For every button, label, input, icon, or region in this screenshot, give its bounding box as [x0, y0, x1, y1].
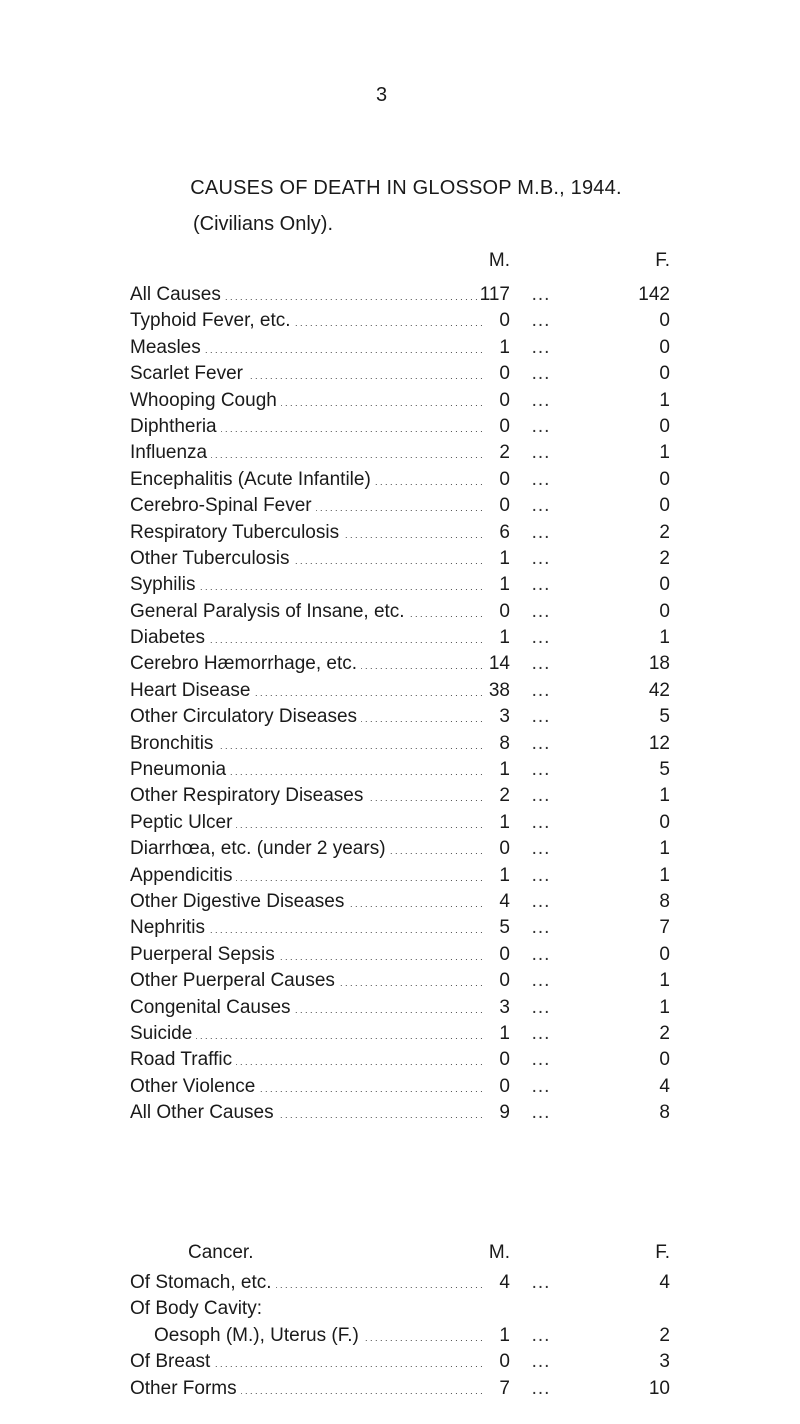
- row-label-text: Diabetes: [130, 627, 209, 648]
- value-separator: ...: [531, 838, 551, 860]
- row-label-text: Cerebro Hæmorrhage, etc.: [130, 653, 361, 674]
- table-row: [130, 678, 670, 704]
- row-label: [130, 1296, 484, 1322]
- row-label: [130, 1376, 484, 1402]
- value-m: 1: [499, 759, 510, 781]
- row-label-text: All Other Causes: [130, 1102, 278, 1123]
- row-label: [130, 361, 484, 387]
- value-m: 0: [499, 943, 510, 965]
- row-label-text: Road Traffic: [130, 1049, 236, 1070]
- table-row: [130, 1074, 670, 1100]
- table-row: [130, 1270, 670, 1296]
- row-label: [130, 414, 484, 440]
- table-row: [130, 520, 670, 546]
- row-label: [130, 1270, 484, 1296]
- value-separator: ...: [531, 759, 551, 781]
- row-label: [130, 704, 484, 730]
- value-m: 0: [499, 1049, 510, 1071]
- page-title: CAUSES OF DEATH IN GLOSSOP M.B., 1944.: [190, 177, 622, 199]
- row-label: [130, 520, 484, 546]
- value-f: 42: [648, 679, 670, 701]
- value-m: 0: [499, 415, 510, 437]
- value-separator: ...: [531, 706, 551, 728]
- value-separator: ...: [531, 1272, 551, 1293]
- value-f: 2: [659, 521, 670, 543]
- value-f: 0: [659, 363, 670, 385]
- value-m: 1: [499, 1022, 510, 1044]
- value-f: 0: [659, 495, 670, 517]
- row-label: [130, 863, 484, 889]
- row-label: [130, 493, 484, 519]
- table-row: [130, 388, 670, 414]
- value-separator: ...: [531, 363, 551, 385]
- row-label-text: Other Digestive Diseases: [130, 891, 348, 912]
- table-row: [130, 440, 670, 466]
- value-f: 1: [659, 442, 670, 464]
- value-separator: ...: [531, 521, 551, 543]
- row-label-text: Heart Disease: [130, 680, 254, 701]
- value-separator: ...: [531, 811, 551, 833]
- row-label-text: Diphtheria: [130, 416, 221, 437]
- value-f: 2: [659, 1022, 670, 1044]
- value-m: 3: [499, 706, 510, 728]
- row-label: [130, 678, 484, 704]
- table-row: [130, 308, 670, 334]
- row-label-text: Puerperal Sepsis: [130, 944, 279, 965]
- row-label-text: Other Forms: [130, 1378, 241, 1399]
- value-separator: ...: [531, 468, 551, 490]
- value-m: 0: [499, 389, 510, 411]
- value-f: 1: [659, 627, 670, 649]
- value-f: 5: [659, 759, 670, 781]
- row-label-text: Of Body Cavity:: [130, 1298, 266, 1319]
- value-f: 0: [659, 1049, 670, 1071]
- value-m: 0: [499, 1075, 510, 1097]
- value-separator: ...: [531, 970, 551, 992]
- value-m: 0: [499, 600, 510, 622]
- row-label: [130, 282, 484, 308]
- value-f: 1: [659, 864, 670, 886]
- table-row: [130, 282, 670, 308]
- row-label-text: Congenital Causes: [130, 997, 295, 1018]
- value-f: 2: [659, 547, 670, 569]
- value-separator: ...: [531, 1102, 551, 1124]
- cancer-table: [130, 1270, 670, 1402]
- causes-column-headers: [130, 250, 670, 280]
- row-label-text: Diarrhœa, etc. (under 2 years): [130, 838, 390, 859]
- row-label-text: Typhoid Fever, etc.: [130, 310, 295, 331]
- table-row: [130, 1296, 670, 1322]
- row-label: [130, 1074, 484, 1100]
- row-label: [130, 942, 484, 968]
- value-m: 8: [499, 732, 510, 754]
- table-row: [130, 651, 670, 677]
- table-row: [130, 546, 670, 572]
- value-separator: ...: [531, 679, 551, 701]
- value-separator: ...: [531, 310, 551, 332]
- value-separator: ...: [531, 547, 551, 569]
- table-row: [130, 942, 670, 968]
- value-m: 2: [499, 442, 510, 464]
- value-m: 1: [499, 574, 510, 596]
- value-m: 1: [499, 547, 510, 569]
- table-row: [130, 704, 670, 730]
- value-separator: ...: [531, 1022, 551, 1044]
- row-label: [130, 1047, 484, 1073]
- value-separator: ...: [531, 495, 551, 517]
- row-label: [130, 308, 484, 334]
- table-row: [130, 968, 670, 994]
- row-label-text: Encephalitis (Acute Infantile): [130, 469, 375, 490]
- value-separator: ...: [531, 785, 551, 807]
- row-label-text: Syphilis: [130, 574, 199, 595]
- value-separator: ...: [531, 943, 551, 965]
- table-row: [130, 863, 670, 889]
- row-label-text: Oesoph (M.), Uterus (F.): [130, 1325, 363, 1346]
- row-label-text: Pneumonia: [130, 759, 230, 780]
- row-label: [130, 1349, 484, 1375]
- value-f: 142: [638, 284, 670, 305]
- row-label: [130, 995, 484, 1021]
- row-label: [130, 783, 484, 809]
- value-f: 0: [659, 811, 670, 833]
- row-label: [130, 889, 484, 915]
- row-label: [130, 1100, 484, 1126]
- table-row: [130, 1349, 670, 1375]
- row-label: [130, 388, 484, 414]
- table-row: [130, 810, 670, 836]
- value-f: 12: [648, 732, 670, 754]
- page-number: 3: [376, 84, 388, 106]
- row-label-text: All Causes: [130, 284, 225, 305]
- value-f: 0: [659, 943, 670, 965]
- value-f: 0: [659, 574, 670, 596]
- row-label-text: Appendicitis: [130, 865, 236, 886]
- row-label-text: Influenza: [130, 442, 211, 463]
- value-m: 0: [499, 310, 510, 332]
- value-separator: ...: [531, 574, 551, 596]
- value-m: 0: [499, 495, 510, 517]
- table-row: [130, 783, 670, 809]
- row-label-text: Other Respiratory Diseases: [130, 785, 367, 806]
- table-row: [130, 335, 670, 361]
- table-row: [130, 995, 670, 1021]
- row-label-text: Bronchitis: [130, 733, 217, 754]
- value-separator: ...: [531, 415, 551, 437]
- value-separator: ...: [531, 864, 551, 886]
- row-label-text: Of Breast: [130, 1351, 214, 1372]
- value-separator: ...: [531, 1377, 551, 1399]
- row-label: [130, 915, 484, 941]
- value-m: 2: [499, 785, 510, 807]
- value-separator: ...: [531, 336, 551, 358]
- row-label-text: Other Circulatory Diseases: [130, 706, 361, 727]
- value-m: 0: [499, 363, 510, 385]
- value-f: 18: [648, 653, 670, 675]
- value-m: 1: [499, 336, 510, 358]
- value-m: 1: [499, 864, 510, 886]
- row-label: [130, 599, 484, 625]
- table-row: [130, 1021, 670, 1047]
- row-label-text: General Paralysis of Insane, etc.: [130, 601, 409, 622]
- value-f: 1: [659, 996, 670, 1018]
- cancer-heading: Cancer.: [188, 1242, 254, 1263]
- value-m: 7: [499, 1377, 510, 1399]
- cancer-column-header-m: M.: [488, 1242, 510, 1263]
- value-separator: ...: [531, 389, 551, 411]
- value-m: 1: [499, 811, 510, 833]
- value-separator: ...: [531, 1351, 551, 1373]
- value-m: 0: [499, 970, 510, 992]
- table-row: [130, 599, 670, 625]
- value-separator: ...: [531, 1049, 551, 1071]
- value-f: 7: [659, 917, 670, 939]
- value-f: 4: [659, 1075, 670, 1097]
- row-label: [130, 968, 484, 994]
- cancer-column-header-f: F.: [655, 1242, 670, 1263]
- value-f: 1: [659, 838, 670, 860]
- value-separator: ...: [531, 1075, 551, 1097]
- causes-table: [130, 282, 670, 1127]
- table-row: [130, 572, 670, 598]
- column-header-m: M.: [488, 250, 510, 271]
- row-label: [130, 810, 484, 836]
- table-row: [130, 915, 670, 941]
- value-f: 1: [659, 389, 670, 411]
- value-separator: ...: [531, 600, 551, 622]
- value-f: 8: [659, 890, 670, 912]
- row-label-text: Suicide: [130, 1023, 196, 1044]
- value-separator: ...: [531, 890, 551, 912]
- table-row: [130, 361, 670, 387]
- row-label: [130, 440, 484, 466]
- row-label-text: Peptic Ulcer: [130, 812, 236, 833]
- value-m: 0: [499, 468, 510, 490]
- value-m: 4: [499, 890, 510, 912]
- table-row: [130, 889, 670, 915]
- value-f: 0: [659, 468, 670, 490]
- row-label: [130, 467, 484, 493]
- value-m: 0: [499, 838, 510, 860]
- value-f: 0: [659, 336, 670, 358]
- value-m: 4: [499, 1272, 510, 1293]
- value-separator: ...: [531, 1324, 551, 1346]
- row-label: [130, 836, 484, 862]
- value-m: 1: [499, 1324, 510, 1346]
- value-f: 4: [659, 1272, 670, 1293]
- value-separator: ...: [531, 732, 551, 754]
- row-label-text: Scarlet Fever: [130, 363, 247, 384]
- value-f: 5: [659, 706, 670, 728]
- table-row: [130, 493, 670, 519]
- value-m: 9: [499, 1102, 510, 1124]
- value-m: 117: [479, 284, 510, 305]
- value-f: 3: [659, 1351, 670, 1373]
- row-label: [130, 335, 484, 361]
- value-f: 0: [659, 310, 670, 332]
- row-label-text: Of Stomach, etc.: [130, 1272, 276, 1293]
- value-f: 8: [659, 1102, 670, 1124]
- table-row: [130, 836, 670, 862]
- value-m: 3: [499, 996, 510, 1018]
- row-label: [130, 546, 484, 572]
- row-label: [130, 731, 484, 757]
- value-separator: ...: [531, 917, 551, 939]
- row-label-text: Whooping Cough: [130, 390, 281, 411]
- table-row: [130, 757, 670, 783]
- value-m: 5: [499, 917, 510, 939]
- row-label-text: Cerebro-Spinal Fever: [130, 495, 316, 516]
- row-label: [130, 757, 484, 783]
- cancer-header-row: [130, 1242, 670, 1272]
- value-m: 6: [499, 521, 510, 543]
- row-label: [130, 1021, 484, 1047]
- row-label-text: Other Violence: [130, 1076, 259, 1097]
- table-row: [130, 414, 670, 440]
- row-label: [130, 1323, 484, 1349]
- table-row: [130, 1376, 670, 1402]
- value-f: 1: [659, 970, 670, 992]
- value-m: 14: [488, 653, 510, 675]
- row-label-text: Other Puerperal Causes: [130, 970, 339, 991]
- table-row: [130, 1100, 670, 1126]
- row-label-text: Measles: [130, 337, 205, 358]
- value-separator: ...: [531, 996, 551, 1018]
- table-row: [130, 1323, 670, 1349]
- page-subtitle: (Civilians Only).: [193, 213, 334, 235]
- value-m: 38: [488, 679, 510, 701]
- row-label-text: Respiratory Tuberculosis: [130, 522, 343, 543]
- table-row: [130, 1047, 670, 1073]
- row-label: [130, 572, 484, 598]
- value-f: 0: [659, 600, 670, 622]
- column-header-f: F.: [655, 250, 670, 271]
- value-f: 10: [648, 1377, 670, 1399]
- value-separator: ...: [531, 653, 551, 675]
- value-f: 0: [659, 415, 670, 437]
- row-label: [130, 625, 484, 651]
- value-separator: ...: [531, 627, 551, 649]
- table-row: [130, 731, 670, 757]
- value-m: 0: [499, 1351, 510, 1373]
- table-row: [130, 467, 670, 493]
- value-m: 1: [499, 627, 510, 649]
- row-label-text: Other Tuberculosis: [130, 548, 293, 569]
- value-f: 1: [659, 785, 670, 807]
- value-separator: ...: [531, 442, 551, 464]
- value-f: 2: [659, 1324, 670, 1346]
- row-label: [130, 651, 484, 677]
- table-row: [130, 625, 670, 651]
- row-label-text: Nephritis: [130, 917, 209, 938]
- value-separator: ...: [531, 284, 551, 305]
